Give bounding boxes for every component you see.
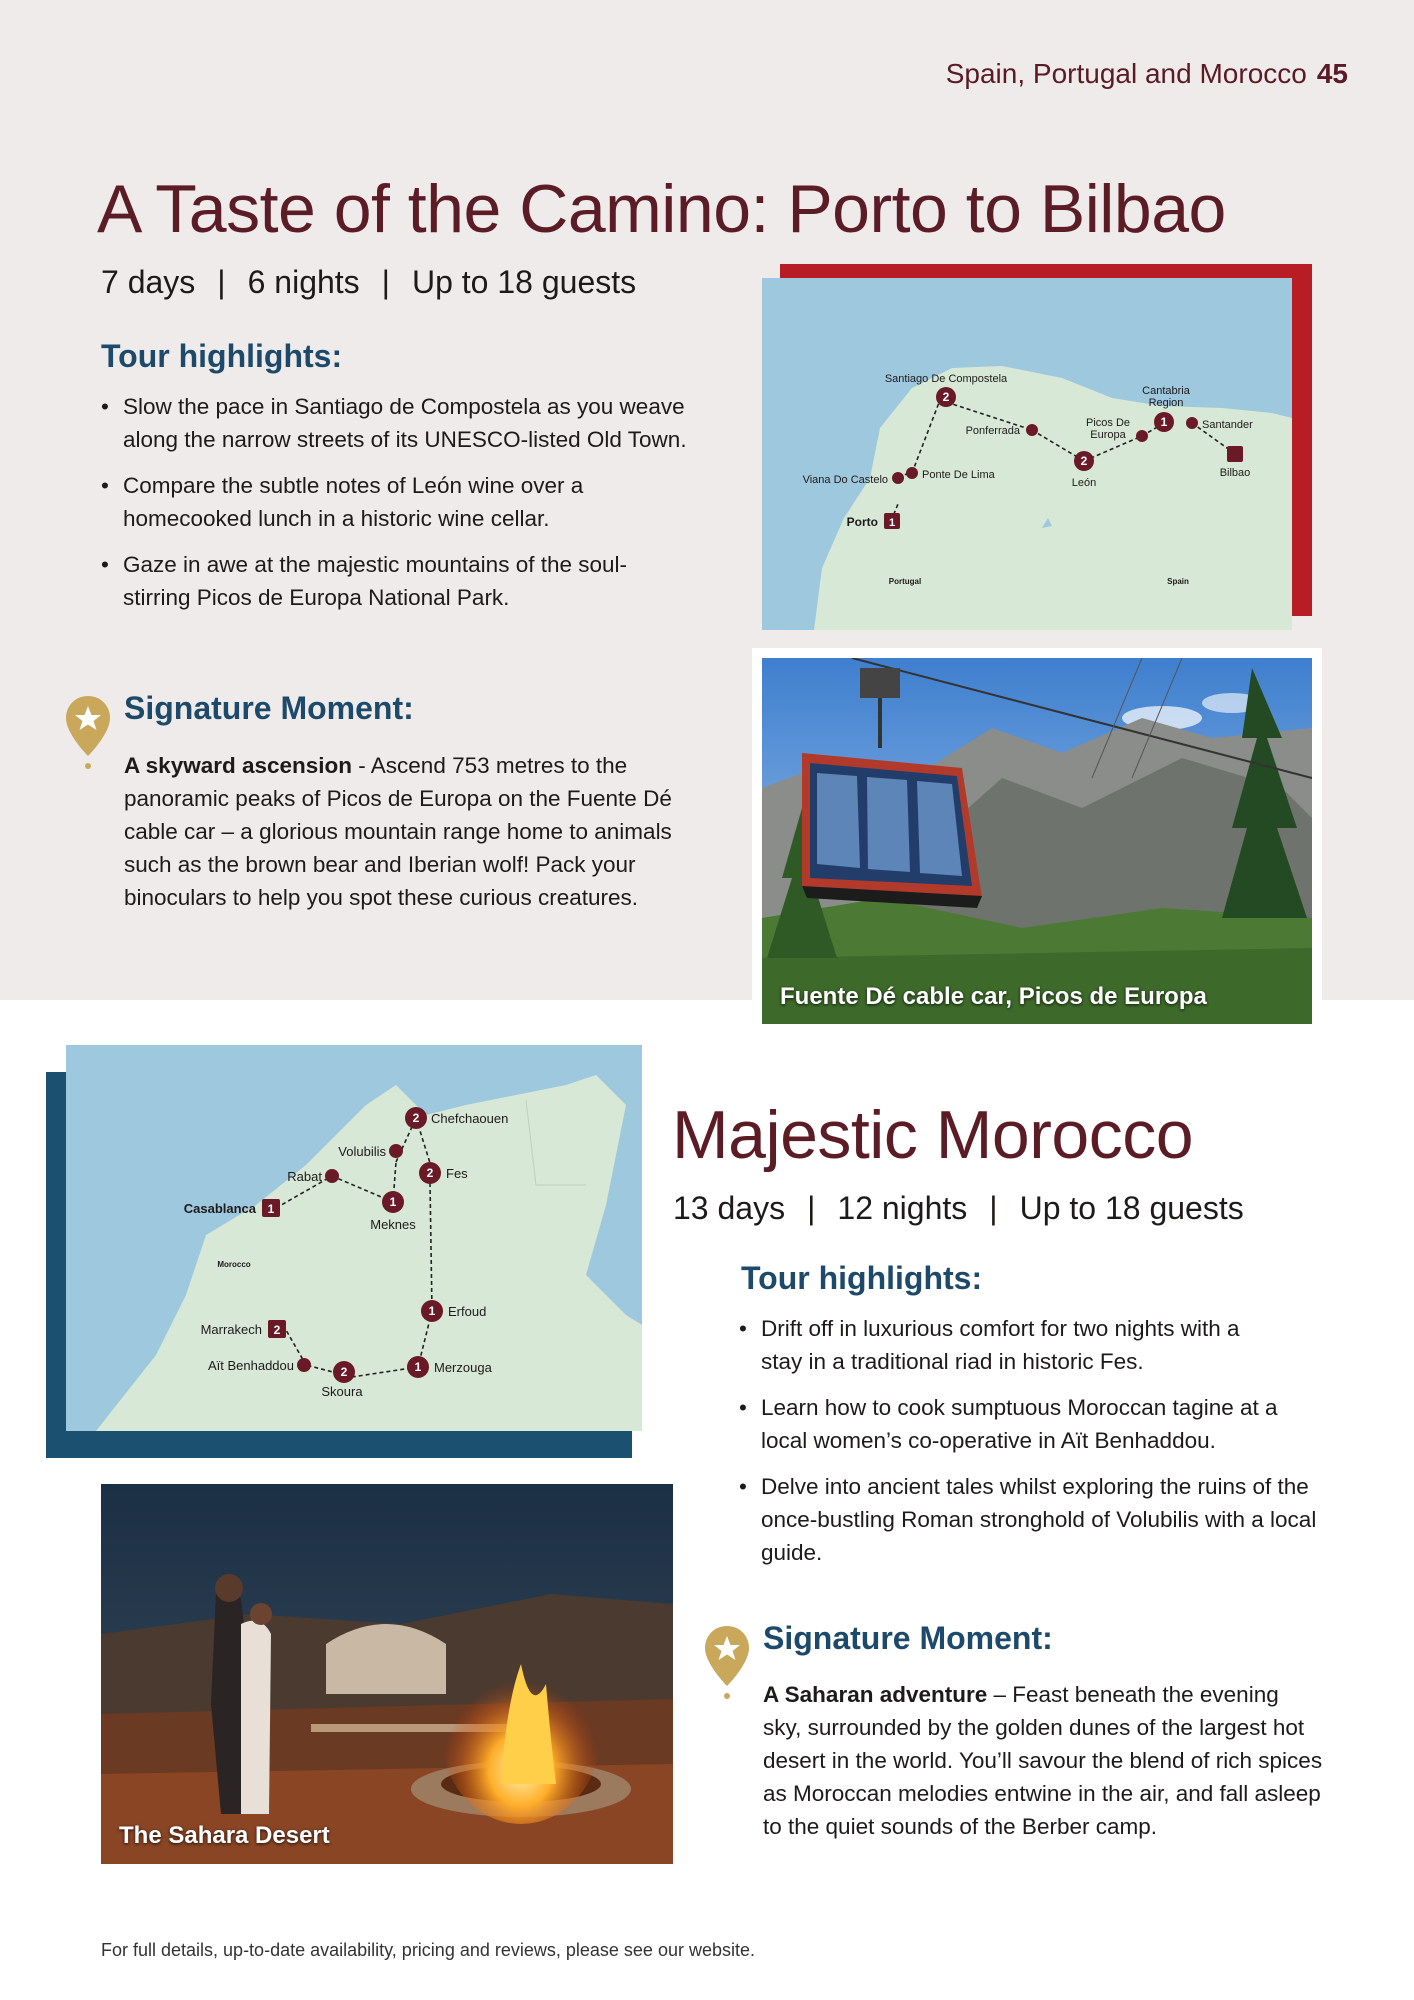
map-label-santiago: Santiago De Compostela xyxy=(884,373,1008,385)
signature-bold: A skyward ascension xyxy=(124,753,353,778)
map-label-picos: Picos De xyxy=(1085,417,1131,429)
tour2-highlights-title: Tour highlights: xyxy=(741,1260,983,1296)
tour1-stats xyxy=(101,264,636,301)
map-label-morocco: Morocco xyxy=(217,1260,251,1269)
map-stop-number: 2 xyxy=(273,1323,281,1337)
map-label-spain: Spain xyxy=(1167,577,1189,586)
map-stop-number: 2 xyxy=(340,1365,348,1379)
photo-caption: The Sahara Desert xyxy=(119,1822,330,1849)
map-stop-number: 1 xyxy=(389,1195,397,1209)
tour1-guests: Up to 18 guests xyxy=(411,264,637,300)
page-number: 45 xyxy=(1316,58,1348,89)
map-stop-number: 2 xyxy=(426,1166,434,1180)
map-label-erfoud: Erfoud xyxy=(448,1304,487,1319)
map-label-merzouga: Merzouga xyxy=(434,1360,492,1375)
land-mass xyxy=(96,1075,642,1431)
map-stop-number: 1 xyxy=(414,1360,422,1374)
highlight-item: • Drift off in luxurious comfort for two nights with a stay in a traditional riad in historic Fes. xyxy=(739,1312,1281,1378)
highlight-item: • Slow the pace in Santiago de Compostela as you weave along the narrow streets of its UNESCO-listed Old Town. xyxy=(101,390,703,456)
section-title: Spain, Portugal and Morocco xyxy=(945,58,1307,89)
map-label-rabat: Rabat xyxy=(287,1169,322,1184)
map-label-ponferrada: Ponferrada xyxy=(965,425,1020,437)
stat-separator: | xyxy=(807,1190,816,1226)
stat-separator: | xyxy=(381,264,390,300)
tour1-title: A Taste of the Camino: Porto to Bilbao xyxy=(97,171,1226,247)
map-label-bilbao: Bilbao xyxy=(1219,467,1251,479)
map-stop-number: 2 xyxy=(1080,454,1088,468)
map-stop-number: 1 xyxy=(267,1202,275,1216)
map-label-ponte: Ponte De Lima xyxy=(922,469,995,481)
tour2-guests: Up to 18 guests xyxy=(1019,1190,1244,1226)
tour1-signature-title: Signature Moment: xyxy=(124,690,414,726)
tour1-route-map xyxy=(762,278,1292,630)
map-label-porto: Porto xyxy=(846,515,878,529)
map-stop-number: 1 xyxy=(1160,415,1168,429)
map-label-cantabria: Cantabria xyxy=(1142,385,1190,397)
tour2-stats xyxy=(673,1190,1244,1227)
tour2-nights: 12 nights xyxy=(837,1190,968,1226)
map-stop-number: 2 xyxy=(942,390,950,404)
land-mass xyxy=(814,366,1292,630)
map-label-viana: Viana Do Castelo xyxy=(802,474,888,486)
map-label-chefchaouen: Chefchaouen xyxy=(431,1111,509,1126)
stat-separator: | xyxy=(217,264,226,300)
tour1-signature-text xyxy=(124,749,684,914)
map-label-ait-benhaddou: Aït Benhaddou xyxy=(207,1358,294,1373)
footer-note: For full details, up-to-date availability, pricing and reviews, please see our website. xyxy=(101,1940,755,1960)
page-header xyxy=(946,58,1348,90)
map-label-meknes: Meknes xyxy=(370,1217,416,1232)
photo-caption: Fuente Dé cable car, Picos de Europa xyxy=(780,983,1207,1010)
map-label-skoura: Skoura xyxy=(321,1384,363,1399)
tour1-highlights-list xyxy=(101,390,701,627)
map-stop-number: 2 xyxy=(412,1111,420,1125)
map-label-volubilis: Volubilis xyxy=(338,1144,386,1159)
location-pin-star-icon xyxy=(703,1624,751,1704)
map-label-marrakech: Marrakech xyxy=(200,1322,262,1337)
tour1-photo-cable-car xyxy=(762,658,1312,1024)
map-label-santander: Santander xyxy=(1202,419,1253,431)
signature-body: - Ascend 753 metres to the panoramic peaks of Picos de Europa on the Fuente Dé cable car – a glorious mountain range home to animals such as the brown bear and Iberian wolf! Pack your binoculars to help you spot these curious creatures. xyxy=(124,753,672,910)
map-label-cantabria-2: Region xyxy=(1148,397,1184,409)
map-label-picos-2: Europa xyxy=(1090,429,1126,441)
highlight-item: • Delve into ancient tales whilst exploring the ruins of the once-bustling Roman stronghold of Volubilis with a local guide. xyxy=(739,1470,1321,1569)
highlight-item: • Compare the subtle notes of León wine over a homecooked lunch in a historic wine cellar. xyxy=(101,469,623,535)
tour2-signature-text xyxy=(763,1678,1323,1843)
tour1-days: 7 days xyxy=(101,264,196,300)
tour2-signature-title: Signature Moment: xyxy=(763,1620,1053,1656)
tour2-route-map xyxy=(66,1045,642,1431)
tour2-days: 13 days xyxy=(673,1190,786,1226)
map-stop-number: 1 xyxy=(888,517,896,529)
map-stop-number: 1 xyxy=(428,1304,436,1318)
tour2-highlights-list xyxy=(739,1312,1319,1582)
tour2-title: Majestic Morocco xyxy=(672,1097,1194,1173)
stat-separator: | xyxy=(989,1190,998,1226)
map-label-leon: León xyxy=(1071,477,1097,489)
tour1-nights: 6 nights xyxy=(247,264,360,300)
map-label-casablanca: Casablanca xyxy=(183,1201,256,1216)
map-label-portugal: Portugal xyxy=(888,577,922,586)
location-pin-star-icon xyxy=(64,694,112,774)
map-label-fes: Fes xyxy=(446,1166,468,1181)
tour1-highlights-title: Tour highlights: xyxy=(101,338,343,374)
highlight-item: • Learn how to cook sumptuous Moroccan tagine at a local women’s co-operative in Aït Benhaddou. xyxy=(739,1391,1321,1457)
signature-body: – Feast beneath the evening sky, surrounded by the golden dunes of the largest hot desert in the world. You’ll savour the blend of rich spices as Moroccan melodies entwine in the air, and fall asleep to the quiet sounds of the Berber camp. xyxy=(763,1682,1323,1839)
signature-bold: A Saharan adventure xyxy=(763,1682,988,1707)
tour2-photo-sahara xyxy=(101,1484,673,1864)
highlight-item: • Gaze in awe at the majestic mountains of the soul-stirring Picos de Europa National Park. xyxy=(101,548,643,614)
